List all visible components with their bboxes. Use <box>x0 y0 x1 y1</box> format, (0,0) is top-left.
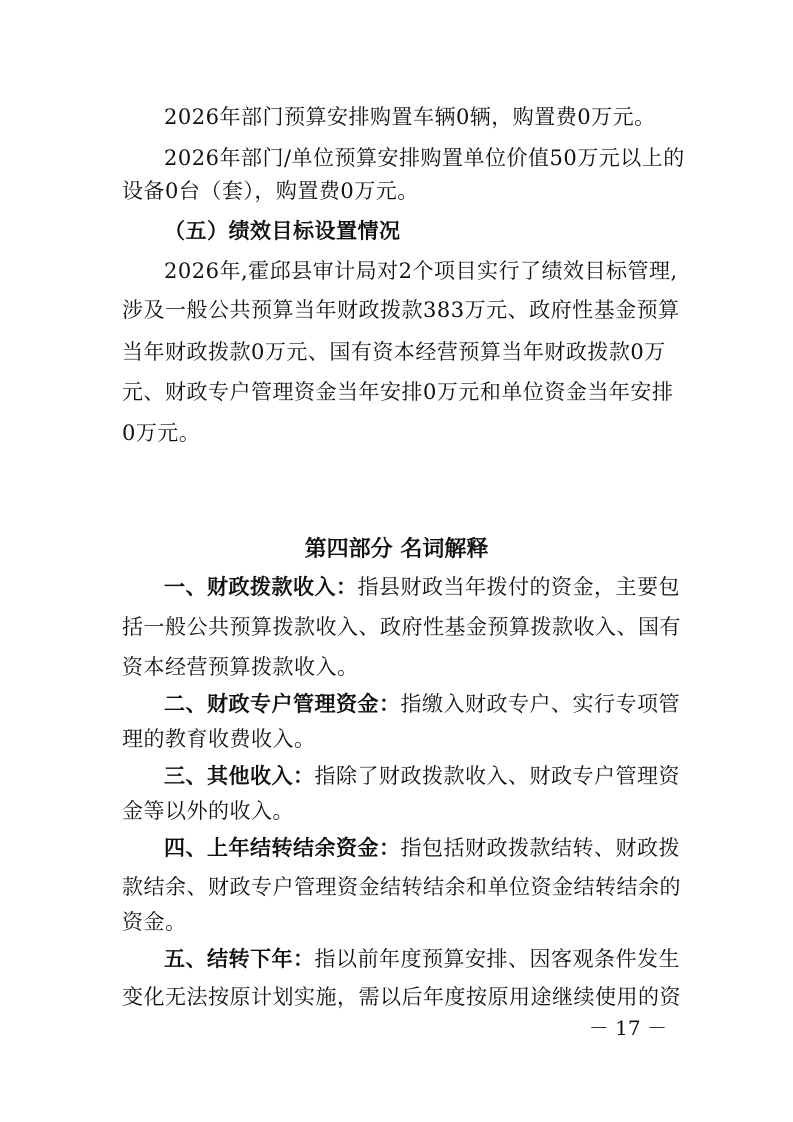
term-3-text: 指除了财政拨款收入、财政专户管理资 <box>314 764 680 788</box>
paragraph-equipment-line2: 设备0台（套），购置费0万元。 <box>122 179 419 203</box>
paragraph-equipment-line1: 2026年部门/单位预算安排购置单位价值50万元以上的 <box>164 146 685 170</box>
term-2-text: 指缴入财政专户、实行专项管 <box>400 692 680 716</box>
paragraph-vehicles: 2026年部门预算安排购置车辆0辆，购置费0万元。 <box>164 105 656 129</box>
term-4-text: 指包括财政拨款结转、财政拨 <box>400 836 680 860</box>
term-3-line1 <box>0 761 793 791</box>
term-3-line2: 金等以外的收入。 <box>122 799 294 823</box>
term-4-label: 四、上年结转结余资金： <box>164 836 401 860</box>
performance-line3: 当年财政拨款0万元、国有资本经营预算当年财政拨款0万 <box>122 340 666 364</box>
term-1-label: 一、财政拨款收入： <box>164 575 358 599</box>
term-5-label: 五、结转下年： <box>164 947 315 971</box>
performance-heading: （五）绩效目标设置情况 <box>164 219 401 243</box>
performance-line1: 2026年,霍邱县审计局对2个项目实行了绩效目标管理, <box>164 259 678 283</box>
term-2-label: 二、财政专户管理资金： <box>164 692 401 716</box>
term-4-line3: 资金。 <box>122 910 187 934</box>
term-2-line1 <box>0 689 793 719</box>
term-2-line2: 理的教育收费收入。 <box>122 727 316 751</box>
term-4-line2: 款结余、财政专户管理资金结转结余和单位资金结转结余的 <box>122 875 681 899</box>
term-5-line1 <box>0 944 793 974</box>
term-4-line1 <box>0 833 793 863</box>
term-1-line1 <box>0 572 793 602</box>
performance-line4: 元、财政专户管理资金当年安排0万元和单位资金当年安排 <box>122 380 674 404</box>
page-number: － 17 － <box>588 1016 667 1040</box>
term-1-line3: 资本经营预算拨款收入。 <box>122 655 359 679</box>
term-1-text: 指县财政当年拨付的资金，主要包 <box>357 575 680 599</box>
term-5-line2: 变化无法按原计划实施，需以后年度按原用途继续使用的资 <box>122 985 681 1009</box>
section-title: 第四部分 名词解释 <box>304 537 489 562</box>
term-5-text: 指以前年度预算安排、因客观条件发生 <box>314 947 680 971</box>
term-3-label: 三、其他收入： <box>164 764 315 788</box>
performance-line2: 涉及一般公共预算当年财政拨款383万元、政府性基金预算 <box>122 298 680 322</box>
performance-line5: 0万元。 <box>122 421 201 445</box>
term-1-line2: 括一般公共预算拨款收入、政府性基金预算拨款收入、国有 <box>122 615 681 639</box>
